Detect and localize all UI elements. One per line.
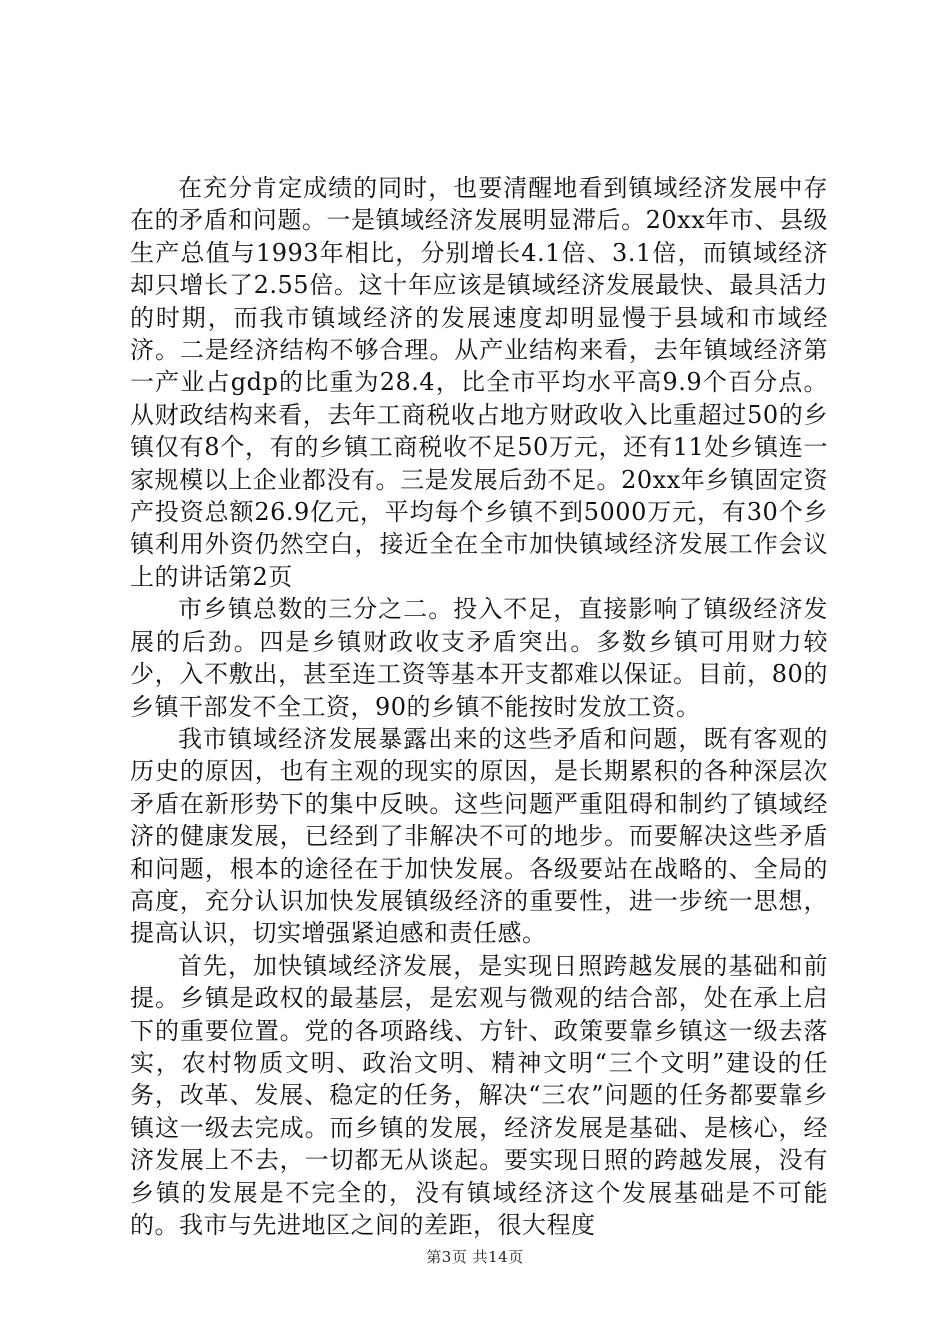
paragraph-1: 在充分肯定成绩的同时，也要清醒地看到镇域经济发展中存在的矛盾和问题。一是镇域经济发展明显滞后。20xx年市、县级生产总值与1993年相比，分别增长4.1倍、3.1倍，而镇域经济却只增长了2.55倍。这十年应该是镇域经济发展最快、最具活力的时期，而我市镇域经济的发展速度却明显慢于县域和市域经济。二是经济结构不够合理。从产业结构来看，去年镇域经济第一产业占gdp的比重为28.4，比全市平均水平高9.9个百分点。从财政结构来看，去年工商税收占地方财政收入比重超过50的乡镇仅有8个，有的乡镇工商税收不足50万元，还有11处乡镇连一家规模以上企业都没有。三是发展后劲不足。20xx年乡镇固定资产投资总额26.9亿元，平均每个乡镇不到5000万元，有30个乡镇利用外资仍然空白，接近全在全市加快镇域经济发展工作会议上的讲话第2页	[130, 174, 828, 591]
page-footer: 第3页 共14页	[426, 1248, 524, 1266]
body-text	[130, 172, 828, 1241]
paragraph-2: 市乡镇总数的三分之二。投入不足，直接影响了镇级经济发展的后劲。四是乡镇财政收支矛盾突出。多数乡镇可用财力较少，入不敷出，甚至连工资等基本开支都难以保证。目前，80的乡镇干部发不全工资，90的乡镇不能按时发放工资。	[130, 595, 828, 721]
paragraph-4: 首先，加快镇域经济发展，是实现日照跨越发展的基础和前提。乡镇是政权的最基层，是宏观与微观的结合部，处在承上启下的重要位置。党的各项路线、方针、政策要靠乡镇这一级去落实，农村物质文明、政治文明、精神文明“三个文明”建设的任务，改革、发展、稳定的任务，解决“三农”问题的任务都要靠乡镇这一级去完成。而乡镇的发展，经济发展是基础、是核心，经济发展上不去，一切都无从谈起。要实现日照的跨越发展，没有乡镇的发展是不完全的，没有镇域经济这个发展基础是不可能的。我市与先进地区之间的差距，很大程度	[130, 951, 828, 1239]
paragraph-3: 我市镇域经济发展暴露出来的这些矛盾和问题，既有客观的历史的原因，也有主观的现实的原因，是长期累积的各种深层次矛盾在新形势下的集中反映。这些问题严重阻碍和制约了镇域经济的健康发展，已经到了非解决不可的地步。而要解决这些矛盾和问题，根本的途径在于加快发展。各级要站在战略的、全局的高度，充分认识加快发展镇级经济的重要性，进一步统一思想，提高认识，切实增强紧迫感和责任感。	[130, 724, 828, 948]
